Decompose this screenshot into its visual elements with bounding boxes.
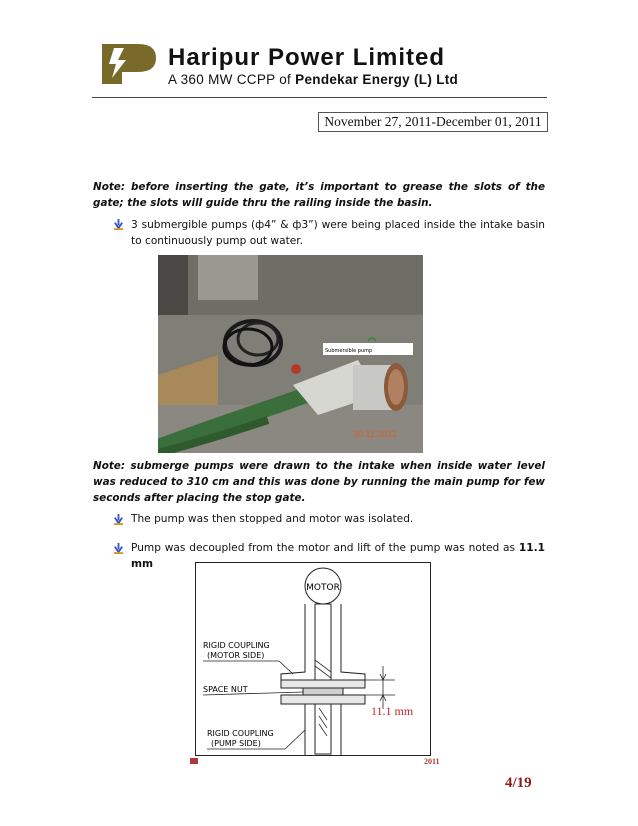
note-submerge-pumps: Note: submerge pumps were drawn to the intake when inside water level was reduced to 310 cm and this was done by running the main pump for few seconds after placing the stop gate. xyxy=(93,460,545,504)
bullet-pump-decoupled: Pump was decoupled from the motor and lift of the pump was noted as 11.1 mm xyxy=(131,542,545,570)
coupling-motor-sublabel: (MOTOR SIDE) xyxy=(207,651,265,660)
lift-value: 11.1 mm xyxy=(131,542,545,570)
photo-callout-label: Submersible pump xyxy=(325,348,373,354)
footer-mark xyxy=(190,758,198,764)
company-subtitle: A 360 MW CCPP of Pendekar Energy (L) Ltd xyxy=(168,72,459,87)
company-logo xyxy=(100,42,158,86)
footer-year: 2011 xyxy=(424,757,440,766)
report-date-range: November 27, 2011-December 01, 2011 xyxy=(318,112,548,132)
bullet-pump-stopped: The pump was then stopped and motor was isolated. xyxy=(131,513,414,525)
submersible-pump-photo xyxy=(158,255,423,453)
note-grease-slots: Note: before inserting the gate, it’s important to grease the slots of the gate; the slots will guide thru the railing inside the basin. xyxy=(93,181,545,209)
coupling-motor-label: RIGID COUPLING xyxy=(203,641,270,650)
measurement-label: 11.1 mm xyxy=(371,704,414,718)
photo-date-stamp: 30.11.2011 xyxy=(353,429,397,439)
bullet-arrow-icon xyxy=(113,219,124,230)
coupling-diagram xyxy=(195,562,431,756)
header-rule xyxy=(92,97,547,98)
company-name: Haripur Power Limited xyxy=(168,44,446,71)
page-number: 4/19 xyxy=(505,775,532,791)
coupling-pump-sublabel: (PUMP SIDE) xyxy=(211,739,261,748)
bullet-submergible-pumps: 3 submergible pumps (ф4” & ф3”) were being placed inside the intake basin to continuously pump out water. xyxy=(131,219,545,247)
motor-label: MOTOR xyxy=(306,583,340,593)
coupling-pump-label: RIGID COUPLING xyxy=(207,729,274,738)
bullet-arrow-icon xyxy=(113,543,124,554)
space-nut-label: SPACE NUT xyxy=(203,685,248,694)
bullet-arrow-icon xyxy=(113,514,124,525)
company-owner: Pendekar Energy (L) Ltd xyxy=(295,72,459,87)
